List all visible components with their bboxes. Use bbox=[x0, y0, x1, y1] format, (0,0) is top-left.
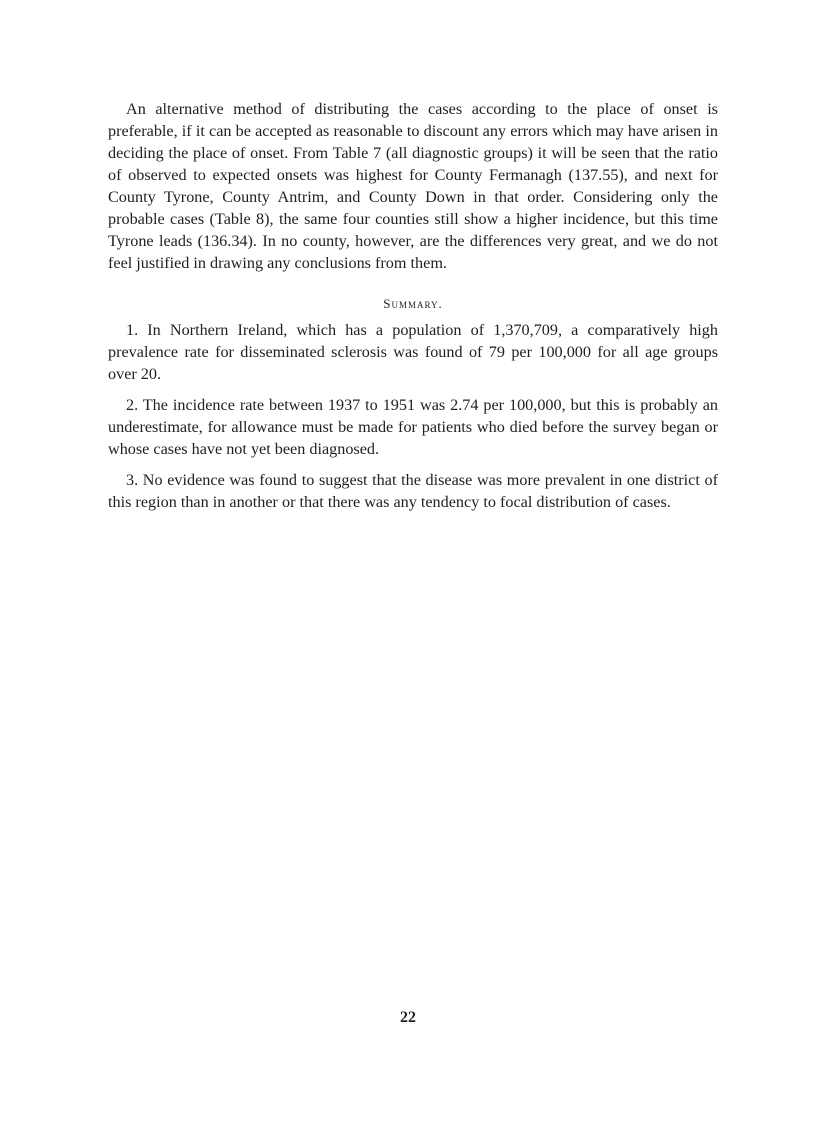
summary-item-1: 1. In Northern Ireland, which has a population of 1,370,709, a comparatively high prevalence rate for disseminated sclerosis was found of 79 per 100,000 for all age groups over 20. bbox=[108, 321, 718, 383]
summary-heading: Summary. bbox=[383, 296, 443, 311]
page-content bbox=[108, 98, 718, 513]
page-number: 22 bbox=[400, 1009, 416, 1026]
summary-item-3: 3. No evidence was found to suggest that the disease was more prevalent in one district of this region than in another or that there was any tendency to focal distribution of cases. bbox=[108, 471, 718, 511]
summary-item-2: 2. The incidence rate between 1937 to 1951 was 2.74 per 100,000, but this is probably an underestimate, for allowance must be made for patients who died before the survey began or whose cases have not yet been diagnosed. bbox=[108, 396, 718, 458]
body-paragraph: An alternative method of distributing the cases according to the place of onset is preferable, if it can be accepted as reasonable to discount any errors which may have arisen in deciding the place of onset. From Table 7 (all diagnostic groups) it will be seen that the ratio of observed to expected onsets was highest for County Fermanagh (137.55), and next for County Tyrone, County Antrim, and County Down in that order. Considering only the probable cases (Table 8), the same four counties still show a higher incidence, but this time Tyrone leads (136.34). In no county, however, are the differences very great, and we do not feel justified in drawing any conclusions from them. bbox=[108, 100, 718, 272]
